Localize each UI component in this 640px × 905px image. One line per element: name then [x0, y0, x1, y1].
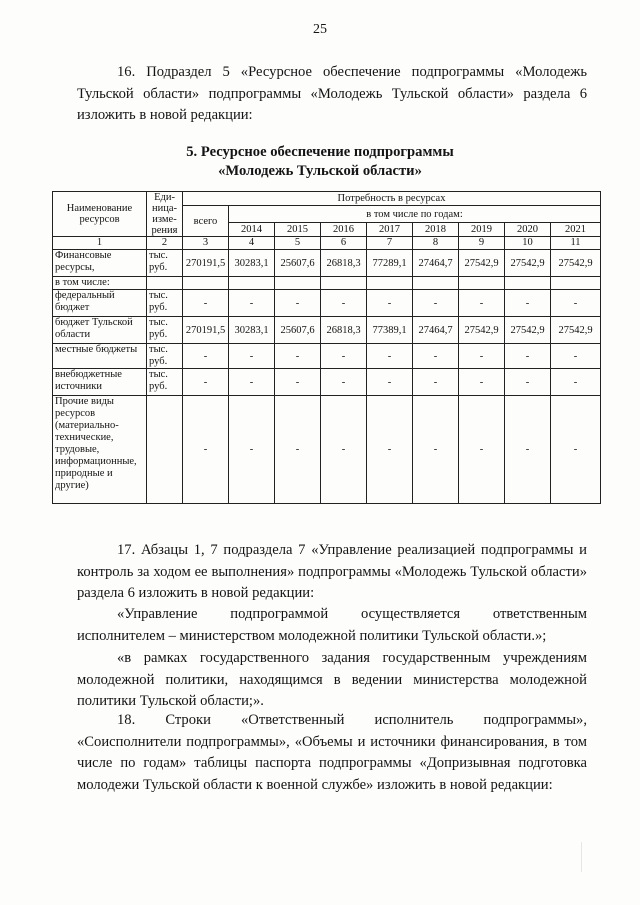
column-numbers-row	[53, 237, 601, 250]
cell-value: -	[551, 290, 601, 317]
cell-value: -	[321, 344, 367, 369]
cell-value: -	[413, 369, 459, 396]
paragraph-17-quote-2: «в рамках государственного задания государственным учреждениям молодежной политики, находящимся в ведении министерства молодежной политики Тульской области;».	[77, 650, 587, 709]
cell-value: 27542,9	[459, 317, 505, 344]
cell-value: -	[413, 396, 459, 504]
cell-value: 30283,1	[229, 317, 275, 344]
cell-value: -	[413, 290, 459, 317]
row-unit: тыс. руб.	[147, 317, 183, 344]
column-number: 2	[147, 237, 183, 250]
row-name: Финансовые ресурсы,	[53, 250, 147, 277]
cell-value: -	[229, 344, 275, 369]
table-row	[53, 290, 601, 317]
cell-value: -	[321, 369, 367, 396]
resources-table	[52, 191, 601, 504]
header-total: всего	[183, 206, 229, 237]
column-number: 4	[229, 237, 275, 250]
cell-value: -	[459, 344, 505, 369]
header-year: 2021	[551, 223, 601, 237]
cell-value: 77289,1	[367, 250, 413, 277]
table-row	[53, 369, 601, 396]
paragraph-17-quote-1: «Управление подпрограммой осуществляется ответственным исполнителем – министерством молодежной политики Тульской области.»;	[77, 606, 587, 644]
cell-value: 25607,6	[275, 317, 321, 344]
cell-value: -	[229, 369, 275, 396]
cell-value: 27542,9	[505, 250, 551, 277]
row-unit: тыс. руб.	[147, 369, 183, 396]
paragraph-17: 17. Абзацы 1, 7 подраздела 7 «Управление реализацией подпрограммы и контроль за ходом ее выполнения» подпрограммы «Молодежь Тульской области» раздела 6 изложить в новой редакции:	[77, 542, 587, 601]
row-name: Прочие виды ресурсов (материально-технические, трудовые, информационные, природные и другие)	[53, 396, 147, 504]
page-number: 25	[313, 22, 327, 37]
cell-value: -	[551, 369, 601, 396]
cell-value: 27464,7	[413, 250, 459, 277]
column-number: 11	[551, 237, 601, 250]
cell-value: 27464,7	[413, 317, 459, 344]
row-unit: тыс. руб.	[147, 250, 183, 277]
table-row	[53, 396, 601, 504]
column-number: 5	[275, 237, 321, 250]
table-row	[53, 277, 601, 290]
cell-value: -	[367, 369, 413, 396]
header-year: 2017	[367, 223, 413, 237]
column-number: 1	[53, 237, 147, 250]
cell-value: 27542,9	[505, 317, 551, 344]
header-need: Потребность в ресурсах	[183, 192, 601, 206]
cell-value: 77389,1	[367, 317, 413, 344]
cell-value: 25607,6	[275, 250, 321, 277]
header-unit: Еди-ница-изме-рения	[147, 192, 183, 237]
cell-value: -	[275, 344, 321, 369]
cell-value: 27542,9	[551, 250, 601, 277]
cell-value: -	[229, 290, 275, 317]
header-year: 2016	[321, 223, 367, 237]
cell-value: -	[459, 369, 505, 396]
cell-value: 26818,3	[321, 250, 367, 277]
header-year: 2015	[275, 223, 321, 237]
section-title-line-1: 5. Ресурсное обеспечение подпрограммы	[186, 144, 454, 160]
row-name: в том числе:	[53, 277, 147, 290]
column-number: 7	[367, 237, 413, 250]
column-number: 10	[505, 237, 551, 250]
cell-value: -	[183, 344, 229, 369]
cell-value: -	[551, 396, 601, 504]
section-title-line-2: «Молодежь Тульской области»	[218, 163, 422, 179]
row-name: федеральный бюджет	[53, 290, 147, 317]
cell-value: -	[505, 396, 551, 504]
cell-value: 30283,1	[229, 250, 275, 277]
cell-value: -	[505, 290, 551, 317]
scan-artifact	[581, 842, 590, 872]
header-year: 2020	[505, 223, 551, 237]
cell-value: -	[275, 396, 321, 504]
header-year: 2014	[229, 223, 275, 237]
cell-value: -	[505, 344, 551, 369]
column-number: 9	[459, 237, 505, 250]
cell-value: -	[459, 290, 505, 317]
cell-value: -	[183, 369, 229, 396]
cell-value: -	[229, 396, 275, 504]
row-name: местные бюджеты	[53, 344, 147, 369]
row-unit: тыс. руб.	[147, 290, 183, 317]
header-year: 2019	[459, 223, 505, 237]
row-name: бюджет Тульской области	[53, 317, 147, 344]
header-year: 2018	[413, 223, 459, 237]
header-name: Наименование ресурсов	[53, 192, 147, 237]
cell-value: -	[275, 369, 321, 396]
cell-value: -	[551, 344, 601, 369]
cell-value: 270191,5	[183, 250, 229, 277]
cell-value: 26818,3	[321, 317, 367, 344]
table-row	[53, 344, 601, 369]
cell-value: -	[183, 290, 229, 317]
table-row	[53, 317, 601, 344]
row-unit	[147, 396, 183, 504]
column-number: 8	[413, 237, 459, 250]
row-name: внебюджетные источники	[53, 369, 147, 396]
paragraph-18: 18. Строки «Ответственный исполнитель подпрограммы», «Соисполнители подпрограммы», «Объемы и источники финансирования, в том числе по годам» таблицы паспорта подпрограммы «Допризывная подготовка молодежи Тульской области к военной службе» изложить в новой редакции:	[77, 712, 587, 793]
cell-value: -	[367, 290, 413, 317]
cell-value: -	[275, 290, 321, 317]
cell-value: -	[459, 396, 505, 504]
cell-value: 27542,9	[551, 317, 601, 344]
paragraph-16: 16. Подраздел 5 «Ресурсное обеспечение подпрограммы «Молодежь Тульской области» подпрограммы «Молодежь Тульской области» раздела 6 изложить в новой редакции:	[77, 64, 587, 123]
cell-value: -	[413, 344, 459, 369]
cell-value: 27542,9	[459, 250, 505, 277]
cell-value: 270191,5	[183, 317, 229, 344]
cell-value: -	[321, 396, 367, 504]
column-number: 6	[321, 237, 367, 250]
cell-value: -	[321, 290, 367, 317]
cell-value: -	[505, 369, 551, 396]
row-unit: тыс. руб.	[147, 344, 183, 369]
column-number: 3	[183, 237, 229, 250]
cell-value: -	[367, 344, 413, 369]
cell-value: -	[183, 396, 229, 504]
table-row	[53, 250, 601, 277]
cell-value: -	[367, 396, 413, 504]
section-title	[0, 143, 640, 181]
header-by-years: в том числе по годам:	[229, 206, 601, 223]
